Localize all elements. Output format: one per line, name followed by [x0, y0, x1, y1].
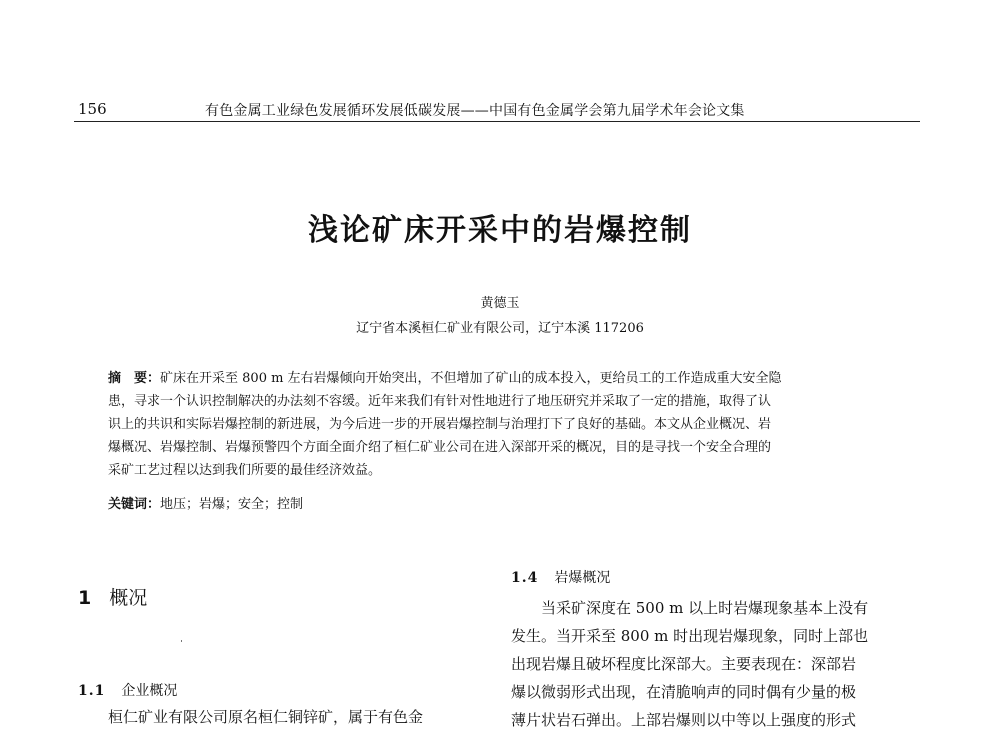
keywords [108, 493, 303, 512]
paragraph-line: 薄片状岩石弹出。上部岩爆则以中等以上强度的形式 [511, 711, 857, 729]
running-header: 有色金属工业绿色发展循环发展低碳发展——中国有色金属学会第九届学术年会论文集 [205, 103, 745, 119]
header-rule [74, 121, 920, 122]
abstract-line: 爆概况、岩爆控制、岩爆预警四个方面全面介绍了桓仁矿业公司在进入深部开采的概况，目的是寻找一个安全合理的 [108, 440, 772, 455]
abstract-line [108, 367, 898, 390]
abstract-label: 摘 要： [108, 371, 161, 386]
subsection-title: 企业概况 [121, 683, 178, 699]
subsection-1-4-heading [511, 567, 610, 587]
abstract-line: 采矿工艺过程以达到我们所要的最佳经济效益。 [108, 463, 382, 478]
section-1-heading [78, 583, 147, 610]
paragraph-line: 当采矿深度在 500 m 以上时岩爆现象基本上没有 [541, 599, 869, 617]
subsection-1-4-body [511, 594, 921, 734]
author-affiliation: 辽宁省本溪桓仁矿业有限公司，辽宁本溪 117206 [356, 321, 644, 336]
subsection-number: 1.1 [78, 683, 106, 699]
section-number: 1 [78, 587, 92, 609]
subsection-number: 1.4 [511, 570, 539, 586]
page-number: 156 [78, 100, 107, 118]
section-title: 概况 [109, 587, 148, 609]
scan-speck [181, 640, 182, 642]
paragraph-line: 出现岩爆且破坏程度比深部大。主要表现在：深部岩 [511, 655, 857, 673]
abstract-line: 患，寻求一个认识控制解决的办法刻不容缓。近年来我们有针对性地进行了地压研究并采取了一定的措施，取得了认 [108, 394, 772, 409]
abstract-text: 矿床在开采至 800 m 左右岩爆倾向开始突出，不但增加了矿山的成本投入，更给员工的工作造成重大安全隐 [160, 371, 782, 386]
keywords-value: 地压；岩爆；安全；控制 [160, 497, 304, 512]
paper-title: 浅论矿床开采中的岩爆控制 [308, 213, 692, 248]
keywords-label: 关键词： [108, 497, 161, 512]
abstract [108, 367, 898, 482]
author-name: 黄德玉 [480, 296, 520, 311]
subsection-title: 岩爆概况 [554, 570, 611, 586]
paragraph-line: 发生。当开采至 800 m 时出现岩爆现象，同时上部也 [511, 627, 869, 645]
paragraph-line: 桓仁矿业有限公司原名桓仁铜锌矿，属于有色金 [108, 708, 424, 726]
subsection-1-1-heading [78, 680, 177, 700]
paragraph-line: 爆以微弱形式出现，在清脆响声的同时偶有少量的极 [511, 683, 857, 701]
abstract-line: 识上的共识和实际岩爆控制的新进展，为今后进一步的开展岩爆控制与治理打下了良好的基础。本文从企业概况、岩 [108, 417, 772, 432]
